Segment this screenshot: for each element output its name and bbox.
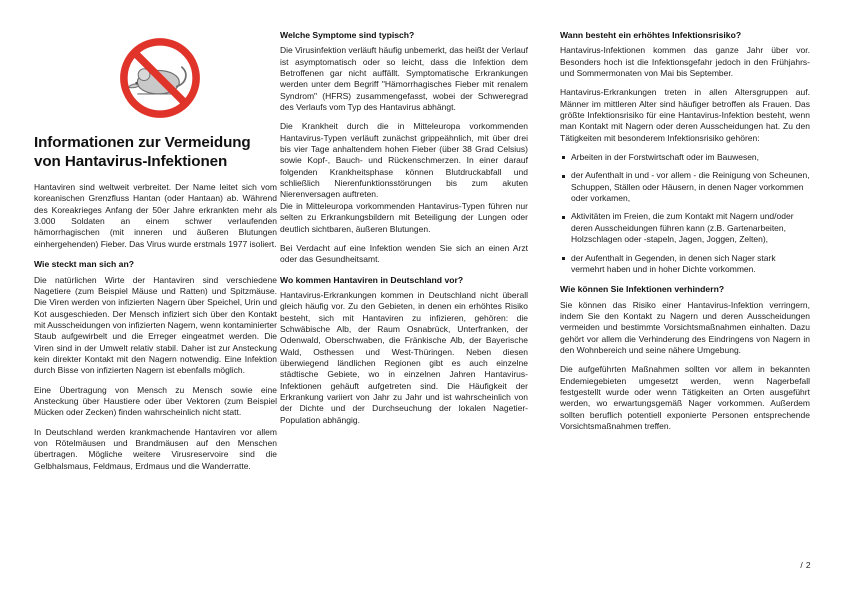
no-rodents-prohibition-sign-icon — [118, 36, 202, 120]
page-title-line-2: von Hantavirus-Infektionen — [34, 152, 228, 170]
column-one — [34, 30, 277, 480]
bullet-square-icon — [562, 257, 565, 260]
paragraph-risk-regions: Hantavirus-Erkrankungen kommen in Deutschland nicht überall gleich häufig vor. Zu den Gebieten, in denen ein erhöhtes Risiko besteht, sich mit Hantaviren zu infizieren, gehören: die Schwäbische Alb, der Raum Osnabrück, Unterfranken, der Odenwald, Oberschwaben, die Fränkische Alb, der Bayerische Wald, Osthessen und West-Thüringen. Neben diesen überwiegend ländlichen Regionen gibt es auch einzelne städtische Gebiete, wo in einzelnen Jahren Hantavirus-Infektionen gehäuft aufgetreten sind. Die Häufigkeit der Erkrankung variiert von Jahr zu Jahr und ist wahrscheinlich von der Dichte und der Durchseuchung der lokalen Nagetier-Population abhängig. — [280, 289, 528, 425]
heading-where-germany: Wo kommen Hantaviren in Deutschland vor? — [280, 274, 464, 285]
heading-prevention: Wie können Sie Infektionen verhindern? — [560, 284, 725, 295]
list-item-text: Aktivitäten im Freien, die zum Kontakt mit Nagern und/oder deren Ausscheidungen führen kann (z.B. Gartenarbeiten, Holzschlagen oder -stapeln, Jagen, Joggen, Zelten), — [571, 211, 794, 245]
paragraph-prevention-endemic: Die aufgeführten Maßnahmen sollten vor allem in bekannten Endemiegebieten umgesetzt werden, wenn Nagerbefall festgestellt wurde oder wenn Tätigkeiten an Orten ausgeführt werden, wo erwartungsgemäß Nager vorkommen. Außerdem sollten beruflich potentiell exponierte Personen entsprechende Vorsichtsmaßnahmen treffen. — [560, 364, 810, 431]
list-item — [560, 253, 810, 276]
column-three — [560, 30, 810, 440]
list-item-text: Arbeiten in der Forstwirtschaft oder im Bauwesen, — [571, 152, 760, 163]
page-number: / 2 — [800, 560, 811, 570]
paragraph-age-groups: Hantavirus-Erkrankungen treten in allen Altersgruppen auf. Männer im mittleren Alter sind häufiger betroffen als Frauen. Das größte Infektionsrisiko für eine Hantavirus-Infektion besteht, wenn man Kontakt mit Nagern oder deren Ausscheidungen hat. Zu den Tätigkeiten mit besonderem Infektionsrisiko gehören: — [560, 87, 810, 143]
heading-increased-risk: Wann besteht ein erhöhtes Infektionsrisiko? — [560, 30, 742, 40]
paragraph-symptoms-lung: Die in Mitteleuropa vorkommenden Hantavirus-Typen führen nur selten zu Erkrankungsbildern mit Beteiligung der Lungen oder deutlich sichtbaren, äußeren Blutungen. — [280, 200, 528, 234]
list-item-text: der Aufenthalt in und - vor allem - die Reinigung von Scheunen, Schuppen, Ställen oder Häusern, in denen Nager vorkommen oder vorkamen, — [571, 170, 810, 204]
bullet-square-icon — [562, 175, 565, 178]
paragraph-natural-hosts: Die natürlichen Wirte der Hantaviren sind verschiedene Nagetiere (zum Beispiel Mäuse und Ratten) und Spitzmäuse. Die Viren werden von infizierten Nagern über Speichel, Urin und Kot ausgeschieden. Der Mensch infiziert sich über den Kontakt mit Ausscheidungen von infizierten Nagern, wenn kontaminierter Staub aufgewirbelt und die Erreger eingeatmet werden. Die Viren sind in der Umwelt relativ stabil. Daher ist zur Ansteckung kein direkter Kontakt mit den Nagern notwendig. Eine Infektion durch Bisse von infizierten Nagern ist ebenfalls möglich. — [34, 274, 277, 376]
bullet-square-icon — [562, 156, 565, 159]
page-title — [34, 134, 277, 171]
heading-how-infection: Wie steckt man sich an? — [34, 259, 134, 270]
paragraph-symptoms-course: Die Krankheit durch die in Mitteleuropa vorkommenden Hantavirus-Typen verläuft zunächst grippeähnlich, mit über drei bis vier Tage anhaltendem hohen Fieber (über 38 Grad Celsius) sowie Kopf-, Bauch- und Rückenschmerzen. In einer darauf folgenden Krankheitsphase können Blutdruckabfall und schließlich Nierenfunktionsstörungen bis zum akuten Nierenversagen auftreten. — [280, 121, 528, 200]
paragraph-intro: Hantaviren sind weltweit verbreitet. Der Name leitet sich vom koreanischen Grenzfluss Hantan (oder Hantaan) ab. Während des Koreakrieges Anfang der 50er Jahre erkrankten mehr als 3.000 Soldaten an einem schwer verlaufenden hämorrhagischen (mit inneren und äußeren Blutungen einhergehenden) Fieber. Das Virus wurde erstmals 1977 isoliert. — [34, 182, 277, 249]
page-title-line-1: Informationen zur Vermeidung — [34, 134, 251, 151]
paragraph-seasonality: Hantavirus-Infektionen kommen das ganze Jahr über vor. Besonders hoch ist die Infektionsgefahr jedoch in den Frühjahrs- und Sommermonaten von Mai bis September. — [560, 45, 810, 79]
list-item — [560, 152, 810, 163]
list-item-text: der Aufenthalt in Gegenden, in denen sich Nager stark vermehrt haben und in hoher Dichte vorkommen. — [571, 252, 776, 274]
bullet-square-icon — [562, 216, 565, 219]
heading-typical-symptoms: Welche Symptome sind typisch? — [280, 30, 415, 40]
risk-activities-list — [560, 152, 810, 275]
paragraph-transmission: Eine Übertragung von Mensch zu Mensch sowie eine Ansteckung über Haustiere oder über Vektoren (zum Beispiel Mücken oder Zecken) finden wahrscheinlich nicht statt. — [34, 384, 277, 418]
paragraph-suspicion-advice: Bei Verdacht auf eine Infektion wenden Sie sich an einen Arzt oder das Gesundheitsamt. — [280, 242, 528, 265]
list-item — [560, 211, 810, 245]
column-two — [280, 30, 528, 434]
paragraph-germany-reservoirs: In Deutschland werden krankmachende Hantaviren vor allem von Rötelmäusen und Brandmäusen auf den Menschen übertragen. Mögliche weitere Virusreservoire sind die Gelbhalsmaus, Feldmaus, Erdmaus und die Wanderratte. — [34, 426, 277, 471]
paragraph-prevention-general: Sie können das Risiko einer Hantavirus-Infektion verringern, indem Sie den Kontakt zu Nagern und deren Ausscheidungen vermeiden und bestimmte Vorsichtsmaßnahmen einhalten. Dazu gehört vor allem die Verhinderung des Eindringens von Nagern in den Wohnbereich und seine nähere Umgebung. — [560, 299, 810, 355]
list-item — [560, 170, 810, 204]
logo-area — [34, 30, 277, 134]
paragraph-symptoms-overview: Die Virusinfektion verläuft häufig unbemerkt, das heißt der Verlauf ist asymptomatisch oder so leicht, dass die Infektion dem Betroffenen gar nicht auffällt. Symptomatische Erkrankungen werden unter dem Begriff "Hämorrhagisches Fieber mit renalem Syndrom" (HFRS) zusammengefasst, wobei der Schweregrad des Verlaufs vom Typ des Hantavirus abhängt. — [280, 45, 528, 113]
